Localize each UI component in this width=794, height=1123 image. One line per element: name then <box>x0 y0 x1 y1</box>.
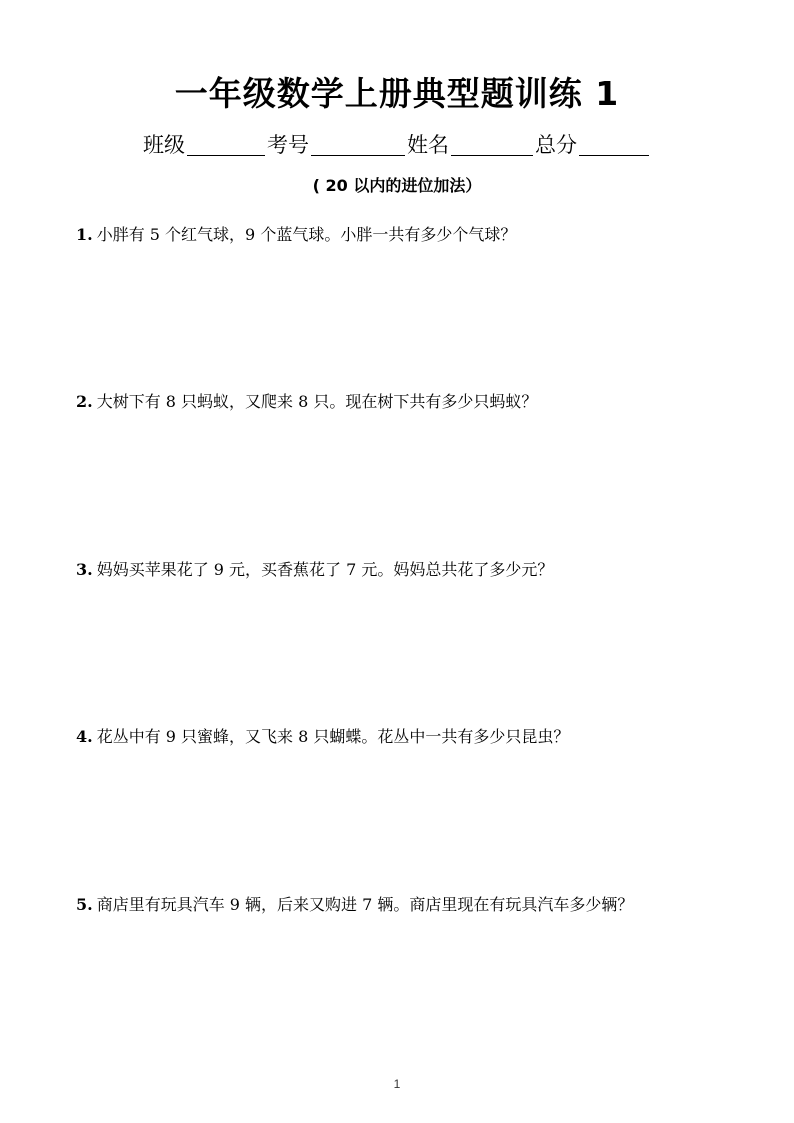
page-subtitle: ( 20 以内的进位加法） <box>312 176 482 195</box>
question-text: 妈妈买苹果花了 9 元，买香蕉花了 7 元。妈妈总共花了多少元？ <box>96 560 554 579</box>
page-number: 1 <box>393 1077 401 1091</box>
name-blank <box>451 133 533 156</box>
question-text: 大树下有 8 只蚂蚁，又爬来 8 只。现在树下共有多少只蚂蚁？ <box>96 392 538 411</box>
question-number: 3. <box>76 560 93 579</box>
question-number: 4. <box>76 727 93 746</box>
question-text: 花丛中有 9 只蜜蜂，又飞来 8 只蝴蝶。花丛中一共有多少只昆虫？ <box>96 727 570 746</box>
question-number: 1. <box>76 225 93 244</box>
total-score-blank <box>579 133 649 156</box>
question-number: 2. <box>76 392 93 411</box>
question-item <box>76 893 736 917</box>
question-text: 商店里有玩具汽车 9 辆，后来又购进 7 辆。商店里现在有玩具汽车多少辆？ <box>96 895 634 914</box>
class-label: 班级 <box>143 133 185 157</box>
name-label: 姓名 <box>407 133 449 157</box>
student-info-row <box>0 130 794 160</box>
exam-number-label: 考号 <box>267 133 309 157</box>
question-text: 小胖有 5 个红气球，9 个蓝气球。小胖一共有多少个气球？ <box>96 225 517 244</box>
class-blank <box>187 133 265 156</box>
page-title: 一年级数学上册典型题训练 1 <box>174 74 620 113</box>
question-item <box>76 223 736 247</box>
question-number: 5. <box>76 895 93 914</box>
total-score-label: 总分 <box>535 133 577 157</box>
exam-number-blank <box>311 133 405 156</box>
question-item <box>76 725 736 749</box>
question-item <box>76 558 736 582</box>
question-item <box>76 390 736 414</box>
